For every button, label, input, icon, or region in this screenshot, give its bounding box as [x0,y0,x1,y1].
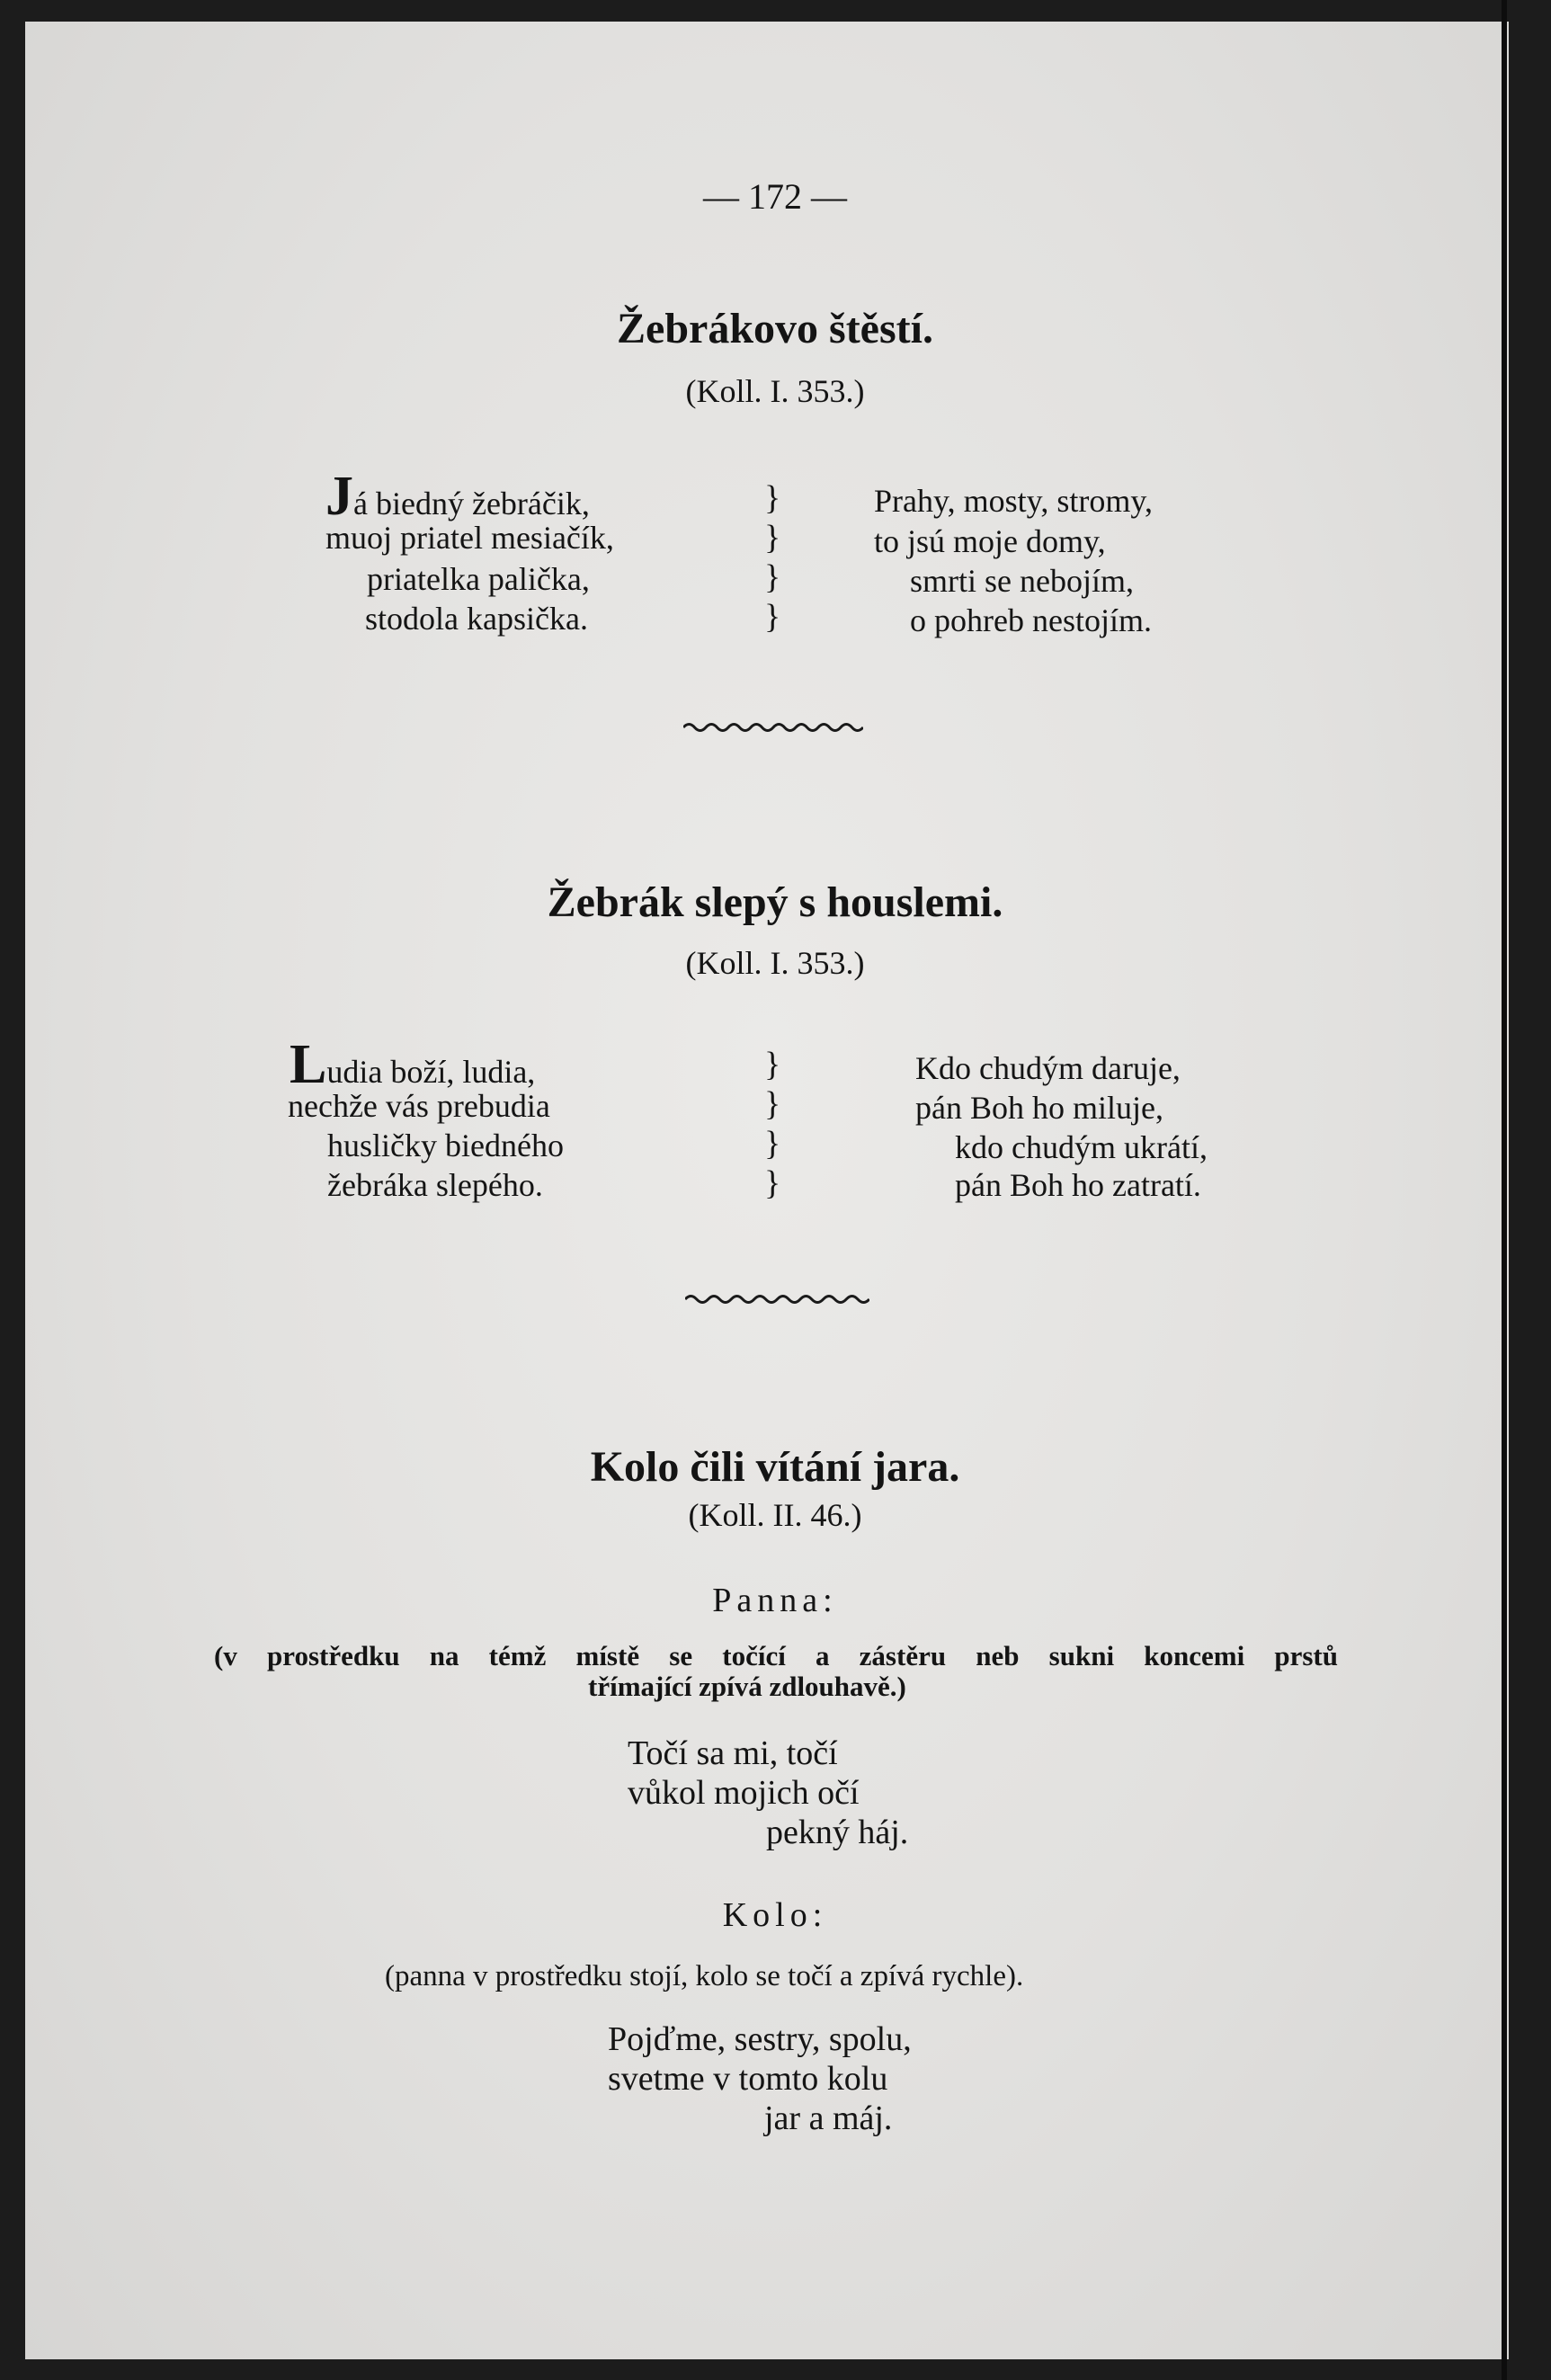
verse-line: muoj priatel mesiačík, [325,520,614,556]
verse-line: kdo chudým ukrátí, [955,1129,1208,1165]
verse-line: Já biedný žebráčik, [325,466,590,527]
initial-letter: L [290,1034,327,1095]
page-edge-shadow [1502,0,1507,2380]
brace-mark: } [764,479,781,517]
lyric-line: svetme v tomto kolu [608,2060,888,2098]
verse-line: pán Boh ho miluje, [915,1090,1163,1126]
initial-letter: J [325,466,353,527]
poem-title-1: Žebrákovo štěstí. [617,305,933,352]
verse-line: Ludia boží, ludia, [290,1034,536,1095]
verse-line: o pohreb nestojím. [910,602,1152,638]
verse-line: husličky biedného [327,1128,564,1163]
lyric-line: vůkol mojich očí [628,1774,860,1812]
brace-mark: } [764,519,781,557]
lyric-line: Pojďme, sestry, spolu, [608,2020,912,2058]
verse-line: pán Boh ho zatratí. [955,1167,1201,1203]
lyric-line: Točí sa mi, točí [628,1734,838,1772]
verse-line: žebráka slepého. [327,1167,543,1203]
poem-ref-3: (Koll. II. 46.) [688,1497,862,1533]
verse-line: priatelka palička, [367,561,590,597]
brace-mark: } [764,1046,781,1083]
brace-mark: } [764,1164,781,1202]
brace-mark: } [764,1085,781,1123]
verse-line: nechže vás prebudia [288,1088,550,1124]
poem-title-3: Kolo čili vítání jara. [590,1443,960,1491]
poem-ref-2: (Koll. I. 353.) [685,945,865,981]
verse-line: stodola kapsička. [365,601,588,637]
speaker-heading: Kolo: [722,1896,828,1934]
wavy-divider [685,1291,869,1307]
stage-direction: třímající zpívá zdlouhavě.) [588,1671,906,1702]
verse-line: Prahy, mosty, stromy, [874,483,1153,519]
wavy-divider [683,719,863,735]
lyric-line: pekný háj. [766,1814,909,1851]
verse-line: to jsú moje domy, [874,523,1106,559]
verse-line: Kdo chudým daruje, [915,1050,1181,1086]
lyric-line: jar a máj. [764,2099,893,2137]
stage-direction: (v prostředku na témž místě se točící a zástěru neb sukni koncemi prstů [214,1640,1338,1671]
speaker-heading: Panna: [712,1582,838,1619]
stage-direction: (panna v prostředku stojí, kolo se točí a zpívá rychle). [385,1960,1024,1992]
brace-mark: } [764,558,781,596]
poem-title-2: Žebrák slepý s houslemi. [547,878,1003,926]
verse-line: smrti se nebojím, [910,563,1134,599]
page-number: — 172 — [703,176,847,217]
brace-mark: } [764,598,781,636]
brace-mark: } [764,1125,781,1163]
poem-ref-1: (Koll. I. 353.) [685,373,865,409]
